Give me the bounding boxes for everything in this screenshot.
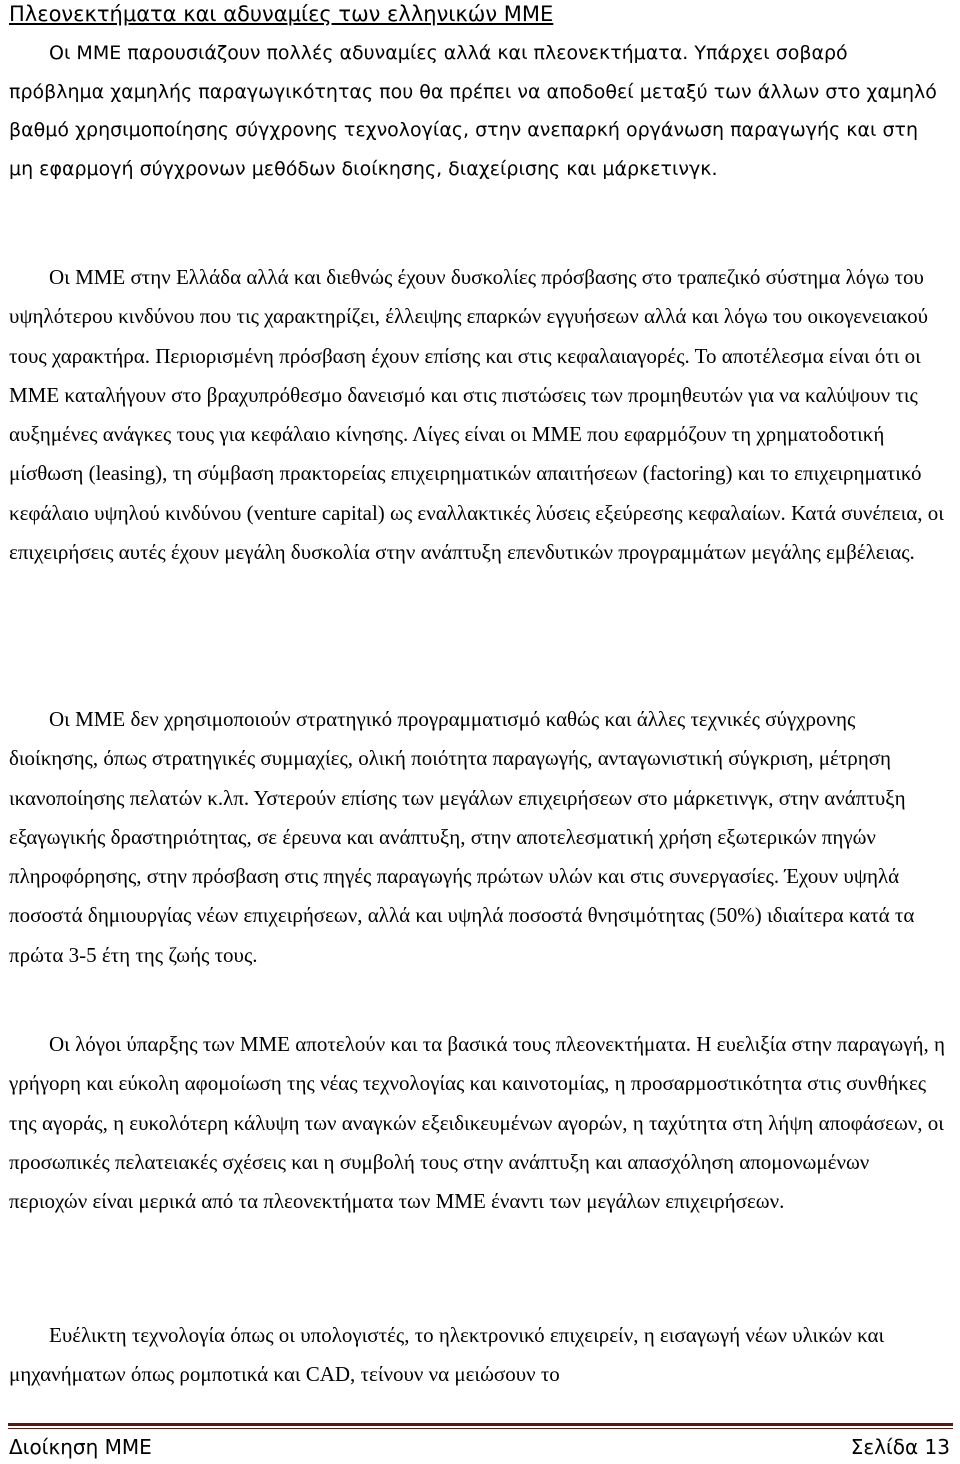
paragraph-weaknesses-intro: Οι ΜΜΕ παρουσιάζουν πολλές αδυναμίες αλλά και πλεονεκτήματα. Υπάρχει σοβαρό πρόβλημα χαμηλής παραγωγικότητας που θα πρέπει να αποδοθεί μεταξύ των άλλων στο χαμηλό βαθμό χρησιμοποίησης σύγχρονης τεχνολογίας, στην ανεπαρκή οργάνωση παραγωγής και στη μη εφαρμογή σύγχρονων μεθόδων διοίκησης, διαχείρισης και μάρκετινγκ. [9,42,937,180]
paragraph-advantages: Οι λόγοι ύπαρξης των ΜΜΕ αποτελούν και τα βασικά τους πλεονεκτήματα. Η ευελιξία στην παραγωγή, η γρήγορη και εύκολη αφομοίωση της νέας τεχνολογίας και καινοτομίας, η προσαρμοστικότητα στις συνθήκες της αγοράς, η ευκολότερη κάλυψη των αναγκών εξειδικευμένων αγορών, η ταχύτητα στη λήψη αποφάσεων, οι προσωπικές πελατειακές σχέσεις και η συμβολή τους στην ανάπτυξη και απασχόληση απομονωμένων περιοχών είναι μερικά από τα πλεονεκτήματα των ΜΜΕ έναντι των μεγάλων επιχειρήσεων. [9,1032,945,1214]
footer-document-title: Διοίκηση ΜΜΕ [9,1435,152,1459]
paragraph-flexible-technology: Ευέλικτη τεχνολογία όπως οι υπολογιστές, το ηλεκτρονικό επιχειρείν, η εισαγωγή νέων υλικών και μηχανήματων όπως ρομποτικά και CAD, τείνουν να μειώσουν το [9,1323,885,1387]
footer-page-number: Σελίδα 13 [850,1435,950,1459]
section-heading: Πλεονεκτήματα και αδυναμίες των ελληνικών ΜΜΕ [9,2,554,26]
paragraph-financing-access: Οι ΜΜΕ στην Ελλάδα αλλά και διεθνώς έχουν δυσκολίες πρόσβασης στο τραπεζικό σύστημα λόγω του υψηλότερου κινδύνου που τις χαρακτηρίζει, έλλειψης επαρκών εγγυήσεων αλλά και λόγω του οικογενειακού τους χαρακτήρα. Περιορισμένη πρόσβαση έχουν επίσης και στις κεφαλαιαγορές. Το αποτέλεσμα είναι ότι οι ΜΜΕ καταλήγουν στο βραχυπρόθεσμο δανεισμό και στις πιστώσεις των προμηθευτών για να καλύψουν τις αυξημένες ανάγκες τους για κεφάλαιο κίνησης. Λίγες είναι οι ΜΜΕ που εφαρμόζουν τη χρηματοδοτική μίσθωση (leasing), τη σύμβαση πρακτορείας επιχειρηματικών απαιτήσεων (factoring) και το επιχειρηματικό κεφάλαιο υψηλού κινδύνου (venture capital) ως εναλλακτικές λύσεις εξεύρεσης κεφαλαίων. Κατά συνέπεια, οι επιχειρήσεις αυτές έχουν μεγάλη δυσκολία στην ανάπτυξη επενδυτικών προγραμμάτων μεγάλης εμβέλειας. [9,265,944,565]
footer-divider [8,1423,953,1426]
paragraph-management-techniques: Οι ΜΜΕ δεν χρησιμοποιούν στρατηγικό προγραμματισμό καθώς και άλλες τεχνικές σύγχρονης διοίκησης, όπως στρατηγικές συμμαχίες, ολική ποιότητα παραγωγής, ανταγωνιστική σύγκριση, μέτρηση ικανοποίησης πελατών κ.λπ. Υστερούν επίσης των μεγάλων επιχειρήσεων στο μάρκετινγκ, στην ανάπτυξη εξαγωγικής δραστηριότητας, σε έρευνα και ανάπτυξη, στην αποτελεσματική χρήση εξωτερικών πηγών πληροφόρησης, στην πρόσβαση στις πηγές παραγωγής πρώτων υλών και στις συνεργασίες. Έχουν υψηλά ποσοστά δημιουργίας νέων επιχειρήσεων, αλλά και υψηλά ποσοστά θνησιμότητας (50%) ιδιαίτερα κατά τα πρώτα 3-5 έτη της ζωής τους. [9,707,915,967]
footer-divider-thin [8,1428,953,1429]
